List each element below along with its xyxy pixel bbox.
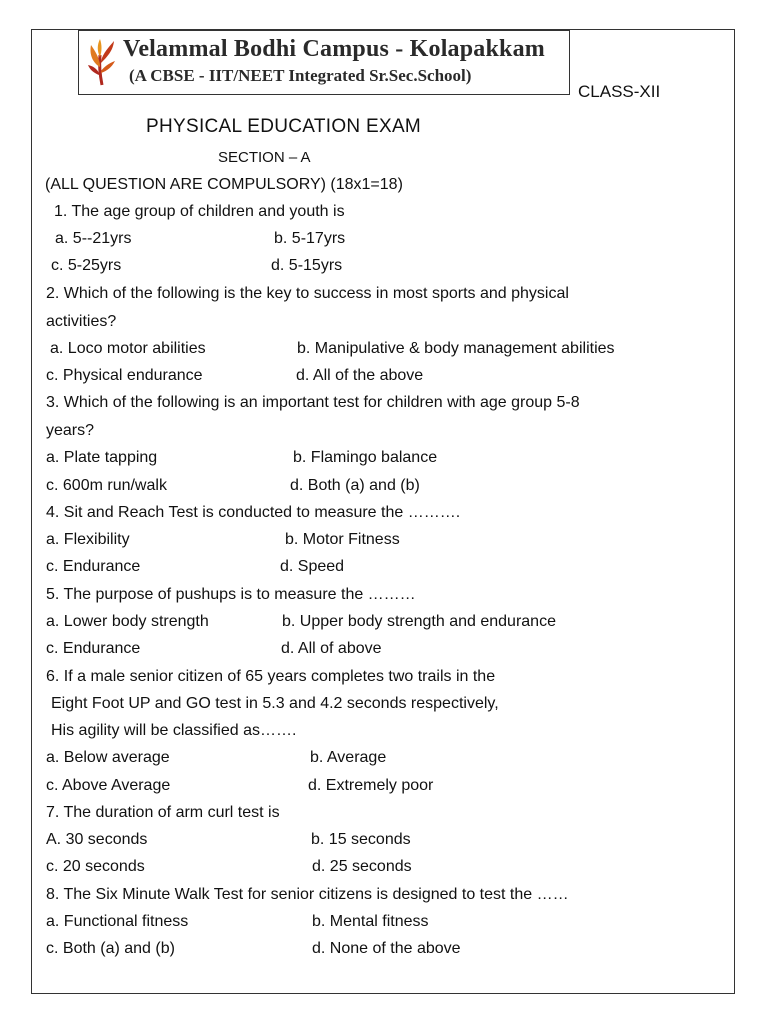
section-label: SECTION – A xyxy=(218,149,311,166)
question-2: 2. Which of the following is the key to success in most sports and physical xyxy=(46,285,569,302)
question-1-option-d: d. 5-15yrs xyxy=(271,257,343,274)
question-6-continued: Eight Foot UP and GO test in 5.3 and 4.2 seconds respectively, xyxy=(51,695,499,712)
question-4-option-b: b. Motor Fitness xyxy=(285,531,400,548)
question-7: 7. The duration of arm curl test is xyxy=(46,804,280,821)
question-6-option-b: b. Average xyxy=(310,749,387,766)
question-1-option-a: a. 5--21yrs xyxy=(55,230,132,247)
question-4-option-d: d. Speed xyxy=(280,558,345,575)
question-5-option-d: d. All of above xyxy=(281,640,382,657)
exam-title: PHYSICAL EDUCATION EXAM xyxy=(146,116,422,137)
question-2-option-a: a. Loco motor abilities xyxy=(50,340,206,357)
question-4-option-a: a. Flexibility xyxy=(46,531,130,548)
question-3-option-c: c. 600m run/walk xyxy=(46,477,167,494)
question-8-option-d: d. None of the above xyxy=(312,940,461,957)
school-name: Velammal Bodhi Campus - Kolapakkam xyxy=(123,36,545,62)
question-3-option-b: b. Flamingo balance xyxy=(293,449,438,466)
question-8: 8. The Six Minute Walk Test for senior citizens is designed to test the …… xyxy=(46,886,569,903)
question-3-option-a: a. Plate tapping xyxy=(46,449,158,466)
instructions: (ALL QUESTION ARE COMPULSORY) (18x1=18) xyxy=(45,176,403,193)
question-2-option-b: b. Manipulative & body management abilities xyxy=(297,340,615,357)
question-6-option-c: c. Above Average xyxy=(46,777,171,794)
question-7-option-d: d. 25 seconds xyxy=(312,858,412,875)
question-7-option-b: b. 15 seconds xyxy=(311,831,411,848)
question-1-option-c: c. 5-25yrs xyxy=(51,257,122,274)
question-3-continued: years? xyxy=(46,422,95,439)
question-1-option-b: b. 5-17yrs xyxy=(274,230,346,247)
question-1: 1. The age group of children and youth is xyxy=(54,203,345,220)
question-6-option-a: a. Below average xyxy=(46,749,170,766)
question-8-option-a: a. Functional fitness xyxy=(46,913,189,930)
question-2-continued: activities? xyxy=(46,313,117,330)
question-6-option-d: d. Extremely poor xyxy=(308,777,434,794)
question-5: 5. The purpose of pushups is to measure the ……… xyxy=(46,586,416,603)
class-label: CLASS-XII xyxy=(578,82,661,101)
question-7-option-c: c. 20 seconds xyxy=(46,858,145,875)
question-7-option-a: A. 30 seconds xyxy=(46,831,148,848)
question-8-option-b: b. Mental fitness xyxy=(312,913,429,930)
question-2-option-c: c. Physical endurance xyxy=(46,367,203,384)
school-header xyxy=(78,30,570,95)
question-4: 4. Sit and Reach Test is conducted to measure the ………. xyxy=(46,504,461,521)
question-8-option-c: c. Both (a) and (b) xyxy=(46,940,175,957)
question-4-option-c: c. Endurance xyxy=(46,558,141,575)
question-2-option-d: d. All of the above xyxy=(296,367,424,384)
question-5-option-b: b. Upper body strength and endurance xyxy=(282,613,556,630)
question-6-continued-2: His agility will be classified as……. xyxy=(51,722,297,739)
question-3: 3. Which of the following is an important test for children with age group 5-8 xyxy=(46,394,580,411)
velammal-logo-icon xyxy=(85,37,119,87)
question-5-option-a: a. Lower body strength xyxy=(46,613,209,630)
question-6: 6. If a male senior citizen of 65 years completes two trails in the xyxy=(46,668,496,685)
school-subtitle: (A CBSE - IIT/NEET Integrated Sr.Sec.School) xyxy=(129,66,472,85)
question-3-option-d: d. Both (a) and (b) xyxy=(290,477,420,494)
question-5-option-c: c. Endurance xyxy=(46,640,141,657)
